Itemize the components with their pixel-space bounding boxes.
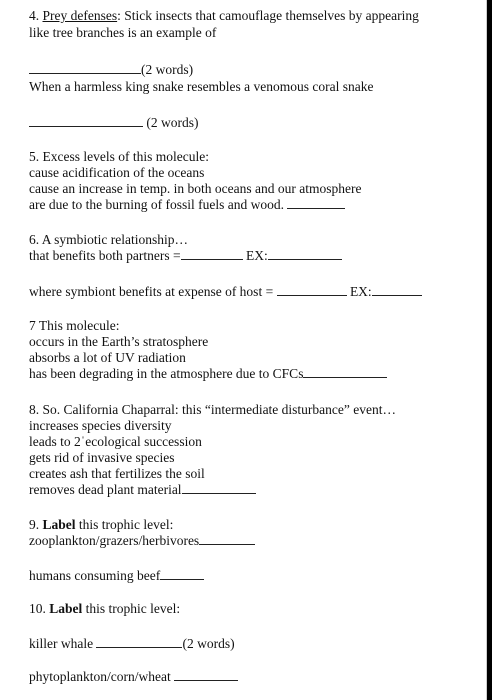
q4-line-2: like tree branches is an example of (29, 25, 217, 40)
q4-number: 4. (29, 8, 40, 23)
q6-mutualism-prompt: that benefits both partners = (29, 248, 181, 263)
answer-blank[interactable] (372, 284, 422, 296)
answer-blank[interactable] (160, 568, 204, 580)
q6-ex-label-2: EX: (349, 284, 372, 299)
answer-blank[interactable] (287, 197, 345, 209)
q9-line-3 (29, 568, 204, 584)
q7-line-2: occurs in the Earth’s stratosphere (29, 334, 209, 349)
q6-line-3 (29, 284, 422, 300)
q9-number: 9. (29, 517, 40, 532)
q4-text: : Stick insects that camouflage themselves by appearing (117, 8, 419, 23)
q5-line-3: cause an increase in temp. in both oceans and our atmosphere (29, 181, 362, 196)
q10-line-2 (29, 636, 235, 652)
q5-line-4-text: are due to the burning of fossil fuels and wood. (29, 197, 284, 212)
q4-hint-2: (2 words) (146, 115, 199, 130)
answer-blank[interactable] (277, 284, 347, 296)
answer-blank[interactable] (199, 533, 255, 545)
q4-answer-2 (29, 115, 199, 131)
answer-blank[interactable] (29, 115, 143, 127)
q9-item-1: zooplankton/grazers/herbivores (29, 533, 200, 548)
q4-line-3: When a harmless king snake resembles a venomous coral snake (29, 79, 374, 94)
q10-line-1 (29, 601, 180, 617)
answer-blank[interactable] (174, 669, 238, 681)
q5-line-4 (29, 197, 345, 213)
q4-line-1 (29, 8, 419, 24)
q10-item-1: killer whale (29, 636, 94, 651)
answer-blank[interactable] (96, 636, 182, 648)
q8-line-6 (29, 482, 256, 498)
q9-item-2: humans consuming beef (29, 568, 161, 583)
q9-label-keyword: Label (42, 517, 76, 532)
q7-line-1: 7 This molecule: (29, 318, 120, 333)
q10-number: 10. (29, 601, 46, 616)
q10-hint: (2 words) (182, 636, 235, 651)
q8-line-1: 8. So. California Chaparral: this “intermediate disturbance” event… (29, 402, 397, 417)
answer-blank[interactable] (303, 366, 387, 378)
answer-blank[interactable] (268, 248, 342, 260)
q6-line-2 (29, 248, 342, 264)
q5-line-2: cause acidification of the oceans (29, 165, 205, 180)
q8-line-2: increases species diversity (29, 418, 172, 433)
q10-label-keyword: Label (49, 601, 83, 616)
q6-parasitism-prompt: where symbiont benefits at expense of host = (29, 284, 274, 299)
answer-blank[interactable] (29, 62, 141, 74)
q5-line-1: 5. Excess levels of this molecule: (29, 149, 209, 164)
q8-line-6-text: removes dead plant material (29, 482, 182, 497)
q10-prompt: this trophic level: (85, 601, 181, 616)
q8-line-5: creates ash that fertilizes the soil (29, 466, 205, 481)
q10-item-2: phytoplankton/corn/wheat (29, 669, 171, 684)
q7-line-3: absorbs a lot of UV radiation (29, 350, 186, 365)
q4-hint-1: (2 words) (141, 62, 194, 77)
q8-line-4: gets rid of invasive species (29, 450, 175, 465)
q6-line-1: 6. A symbiotic relationship… (29, 232, 188, 247)
answer-blank[interactable] (181, 248, 243, 260)
q9-prompt: this trophic level: (78, 517, 174, 532)
q6-ex-label-1: EX: (245, 248, 268, 263)
q9-line-1 (29, 517, 173, 533)
answer-blank[interactable] (182, 482, 256, 494)
q8-line-3: leads to 2ˈecological succession (29, 434, 202, 449)
q7-line-4-text: has been degrading in the atmosphere due to CFCs (29, 366, 304, 381)
q7-line-4 (29, 366, 387, 382)
q10-line-3 (29, 669, 238, 685)
q9-line-2 (29, 533, 255, 549)
q4-heading: Prey defenses (42, 8, 118, 23)
q4-answer-1 (29, 62, 193, 78)
